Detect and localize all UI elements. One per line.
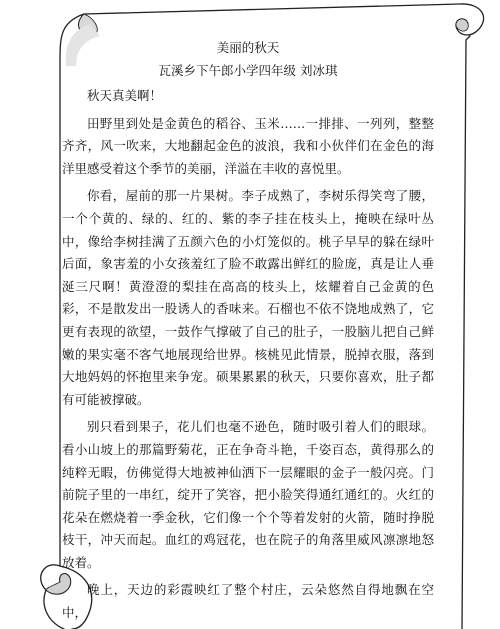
document-body [62,38,434,629]
document-byline: 瓦溪乡下午郎小学四年级 刘冰琪 [158,63,338,78]
paragraph: 田野里到处是金黄色的稻谷、玉米……一排排、一列列，整整齐齐，风一吹来，大地翻起金色的波浪，我和小伙伴们在金色的海洋里感受着这个季节的美丽，洋溢在丰收的喜悦里。 [62,115,434,176]
paragraph: 别只看到果子，花儿们也毫不逊色，随时吸引着人们的眼球。看小山坡上的那篇野菊花，正在争奇斗艳，千姿百态，黄得那么的纯粹无暇，仿佛觉得大地被神仙洒下一层耀眼的金子一般闪亮。门前院子里的一串红，绽开了笑容，把小脸笑得通红通红的。火红的花朵在燃烧着一季金秋，它们像一个个等着发射的火箭，随时挣脱枝干，冲天而起。血红的鸡冠花，也在院子的角落里威风凛凛地怒放着。 [62,419,434,570]
document-title: 美丽的秋天 [216,40,280,55]
paragraph: 秋天真美啊！ [87,88,163,103]
paragraph: 你看，屋前的那一片果树。李子成熟了，李树乐得笑弯了腰，一个个黄的、绿的、红的、紫的李子挂在枝头上，掩映在绿叶丛中，像给李树挂满了五颜六色的小灯笼似的。桃子早早的躲在绿叶后面，象害羞的小女孩羞红了脸不敢露出鲜红的脸庞，真是让人垂涎三尺啊！黄澄澄的梨挂在高高的枝头上，炫耀着自己金黄的色彩，不是散发出一股诱人的香味来。石榴也不依不饶地成熟了，它更有表现的欲望，一鼓作气撑破了自己的肚子，一股脑儿把自己鲜嫩的果实毫不客气地展现给世界。核桃见此情景，脱掉衣服，落到大地妈妈的怀抱里来争宠。硕果累累的秋天，只要你喜欢，肚子都有可能被撑破。 [62,188,434,407]
paragraph: 晚上，天边的彩霞映红了整个村庄，云朵悠然自得地飘在空中， [62,582,434,621]
